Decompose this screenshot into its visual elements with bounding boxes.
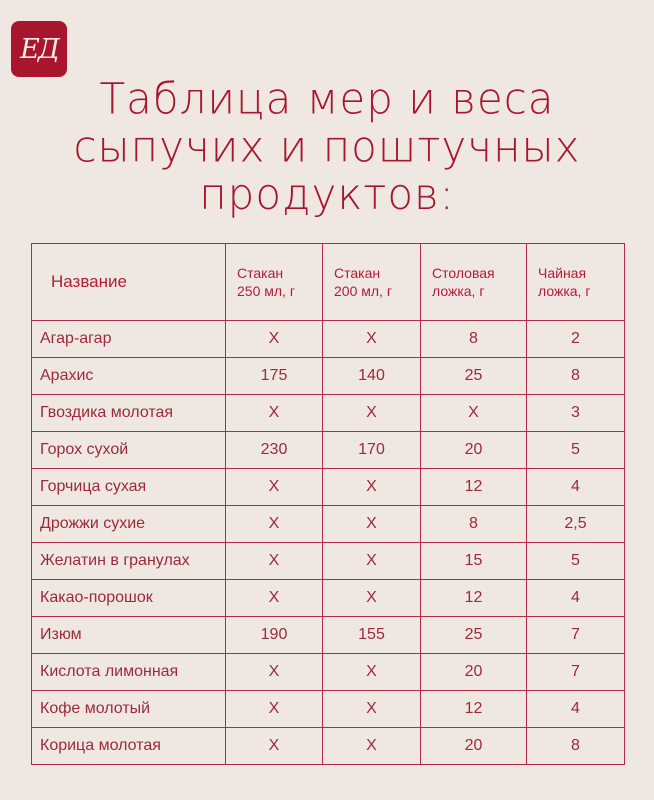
table-header-row bbox=[32, 244, 625, 321]
cell-cup-200: X bbox=[323, 728, 421, 765]
cell-tablespoon: 8 bbox=[421, 506, 527, 543]
title-line-1: Таблица мер и веса bbox=[99, 73, 555, 124]
cell-tablespoon: 12 bbox=[421, 469, 527, 506]
table-row bbox=[32, 691, 625, 728]
header-name: Название bbox=[32, 244, 226, 321]
cell-cup-250: X bbox=[226, 580, 323, 617]
cell-name: Изюм bbox=[32, 617, 226, 654]
cell-name: Какао-порошок bbox=[32, 580, 226, 617]
cell-tablespoon: 20 bbox=[421, 728, 527, 765]
cell-cup-200: X bbox=[323, 395, 421, 432]
cell-teaspoon: 8 bbox=[527, 358, 625, 395]
cell-tablespoon: 25 bbox=[421, 617, 527, 654]
cell-name: Горчица сухая bbox=[32, 469, 226, 506]
cell-cup-250: 190 bbox=[226, 617, 323, 654]
cell-cup-250: X bbox=[226, 728, 323, 765]
cell-tablespoon: 15 bbox=[421, 543, 527, 580]
cell-teaspoon: 7 bbox=[527, 617, 625, 654]
table-row bbox=[32, 543, 625, 580]
cell-tablespoon: 20 bbox=[421, 432, 527, 469]
header-teaspoon: Чайная ложка, г bbox=[527, 244, 625, 321]
cell-teaspoon: 2 bbox=[527, 321, 625, 358]
cell-name: Агар-агар bbox=[32, 321, 226, 358]
title-line-3: продуктов: bbox=[199, 169, 455, 220]
cell-cup-250: X bbox=[226, 469, 323, 506]
cell-tablespoon: 25 bbox=[421, 358, 527, 395]
cell-teaspoon: 5 bbox=[527, 432, 625, 469]
cell-name: Горох сухой bbox=[32, 432, 226, 469]
logo: ЕД bbox=[11, 21, 67, 77]
cell-name: Кофе молотый bbox=[32, 691, 226, 728]
cell-name: Корица молотая bbox=[32, 728, 226, 765]
cell-tablespoon: X bbox=[421, 395, 527, 432]
cell-cup-250: X bbox=[226, 691, 323, 728]
cell-name: Кислота лимонная bbox=[32, 654, 226, 691]
cell-teaspoon: 5 bbox=[527, 543, 625, 580]
cell-cup-250: X bbox=[226, 654, 323, 691]
cell-cup-250: X bbox=[226, 321, 323, 358]
cell-cup-250: 175 bbox=[226, 358, 323, 395]
cell-cup-200: X bbox=[323, 691, 421, 728]
title-line-2: сыпучих и поштучных bbox=[73, 121, 581, 172]
table-row bbox=[32, 654, 625, 691]
cell-cup-200: 170 bbox=[323, 432, 421, 469]
table-row bbox=[32, 321, 625, 358]
cell-tablespoon: 12 bbox=[421, 691, 527, 728]
cell-name: Дрожжи сухие bbox=[32, 506, 226, 543]
cell-teaspoon: 7 bbox=[527, 654, 625, 691]
cell-teaspoon: 4 bbox=[527, 580, 625, 617]
cell-teaspoon: 4 bbox=[527, 691, 625, 728]
cell-cup-200: 140 bbox=[323, 358, 421, 395]
cell-cup-200: X bbox=[323, 580, 421, 617]
cell-teaspoon: 4 bbox=[527, 469, 625, 506]
table-row bbox=[32, 358, 625, 395]
cell-tablespoon: 12 bbox=[421, 580, 527, 617]
cell-cup-250: 230 bbox=[226, 432, 323, 469]
cell-name: Арахис bbox=[32, 358, 226, 395]
table-row bbox=[32, 432, 625, 469]
cell-name: Желатин в гранулах bbox=[32, 543, 226, 580]
header-cup-250: Стакан 250 мл, г bbox=[226, 244, 323, 321]
table-row bbox=[32, 469, 625, 506]
cell-cup-250: X bbox=[226, 395, 323, 432]
cell-cup-200: X bbox=[323, 469, 421, 506]
header-cup-200: Стакан 200 мл, г bbox=[323, 244, 421, 321]
cell-cup-200: X bbox=[323, 654, 421, 691]
cell-teaspoon: 8 bbox=[527, 728, 625, 765]
cell-teaspoon: 2,5 bbox=[527, 506, 625, 543]
cell-cup-250: X bbox=[226, 506, 323, 543]
cell-teaspoon: 3 bbox=[527, 395, 625, 432]
cell-cup-200: 155 bbox=[323, 617, 421, 654]
cell-name: Гвоздика молотая bbox=[32, 395, 226, 432]
cell-cup-200: X bbox=[323, 321, 421, 358]
cell-tablespoon: 8 bbox=[421, 321, 527, 358]
table-row bbox=[32, 580, 625, 617]
table-row bbox=[32, 617, 625, 654]
header-tablespoon: Столовая ложка, г bbox=[421, 244, 527, 321]
table-row bbox=[32, 506, 625, 543]
cell-cup-200: X bbox=[323, 506, 421, 543]
table-row bbox=[32, 728, 625, 765]
page-title bbox=[0, 75, 654, 219]
cell-cup-200: X bbox=[323, 543, 421, 580]
cell-cup-250: X bbox=[226, 543, 323, 580]
cell-tablespoon: 20 bbox=[421, 654, 527, 691]
measures-table bbox=[31, 243, 625, 765]
table-row bbox=[32, 395, 625, 432]
